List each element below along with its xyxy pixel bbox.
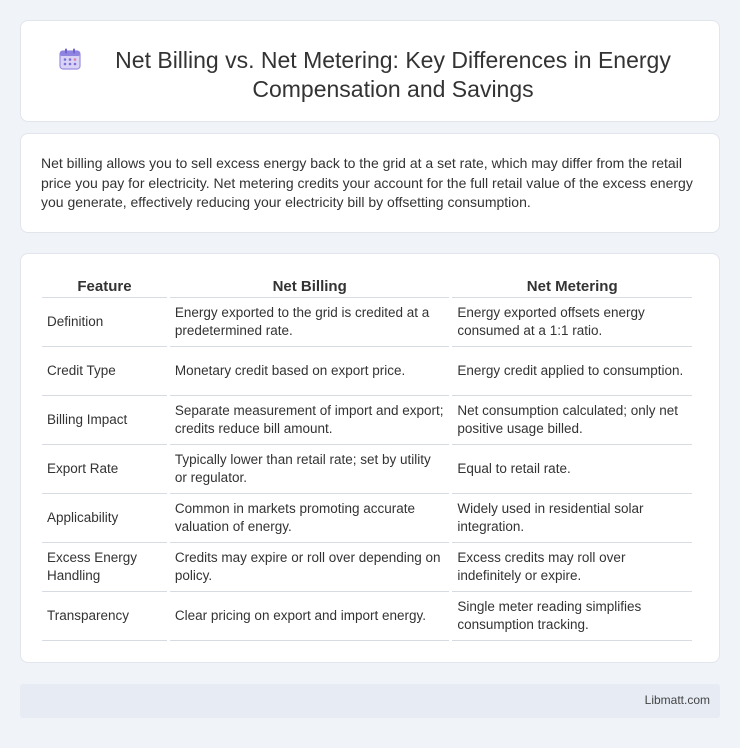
net-billing-cell: Energy exported to the grid is credited at a predetermined rate. bbox=[170, 298, 449, 347]
header-net-billing: Net Billing bbox=[170, 276, 449, 298]
feature-cell: Credit Type bbox=[42, 347, 167, 396]
feature-cell: Transparency bbox=[42, 592, 167, 641]
net-metering-cell: Energy credit applied to consumption. bbox=[452, 347, 692, 396]
page-title: Net Billing vs. Net Metering: Key Differences in Energy Compensation and Savings bbox=[115, 47, 671, 102]
net-billing-cell: Typically lower than retail rate; set by utility or regulator. bbox=[170, 445, 449, 494]
header-net-metering: Net Metering bbox=[452, 276, 692, 298]
table-row bbox=[42, 494, 692, 543]
net-metering-cell: Single meter reading simplifies consumption tracking. bbox=[452, 592, 692, 641]
table-header-row bbox=[42, 276, 692, 298]
net-metering-cell: Equal to retail rate. bbox=[452, 445, 692, 494]
net-billing-cell: Clear pricing on export and import energy. bbox=[170, 592, 449, 641]
net-metering-cell: Energy exported offsets energy consumed at a 1:1 ratio. bbox=[452, 298, 692, 347]
feature-cell: Definition bbox=[42, 298, 167, 347]
net-billing-cell: Common in markets promoting accurate valuation of energy. bbox=[170, 494, 449, 543]
title-row bbox=[21, 21, 719, 104]
intro-paragraph: Net billing allows you to sell excess energy back to the grid at a set rate, which may differ from the retail price you pay for electricity. Net metering credits your account for the full retail value of the excess energy you generate, effectively reducing your electricity bill by offsetting consumption. bbox=[41, 155, 693, 210]
net-billing-cell: Separate measurement of import and export; credits reduce bill amount. bbox=[170, 396, 449, 445]
footer-site-link[interactable]: Libmatt.com bbox=[644, 693, 710, 707]
calendar-icon bbox=[57, 46, 83, 72]
feature-cell: Applicability bbox=[42, 494, 167, 543]
table-row bbox=[42, 543, 692, 592]
table-card bbox=[20, 253, 720, 663]
feature-cell: Billing Impact bbox=[42, 396, 167, 445]
comparison-table bbox=[39, 276, 695, 641]
feature-cell: Excess Energy Handling bbox=[42, 543, 167, 592]
table-row bbox=[42, 592, 692, 641]
net-metering-cell: Net consumption calculated; only net positive usage billed. bbox=[452, 396, 692, 445]
table-row bbox=[42, 298, 692, 347]
feature-cell: Export Rate bbox=[42, 445, 167, 494]
footer-bar bbox=[20, 684, 720, 718]
header-feature: Feature bbox=[42, 276, 167, 298]
table-row bbox=[42, 396, 692, 445]
table-row bbox=[42, 347, 692, 396]
net-billing-cell: Monetary credit based on export price. bbox=[170, 347, 449, 396]
net-billing-cell: Credits may expire or roll over depending on policy. bbox=[170, 543, 449, 592]
intro-card bbox=[20, 133, 720, 233]
net-metering-cell: Widely used in residential solar integration. bbox=[452, 494, 692, 543]
table-row bbox=[42, 445, 692, 494]
net-metering-cell: Excess credits may roll over indefinitely or expire. bbox=[452, 543, 692, 592]
title-card bbox=[20, 20, 720, 122]
